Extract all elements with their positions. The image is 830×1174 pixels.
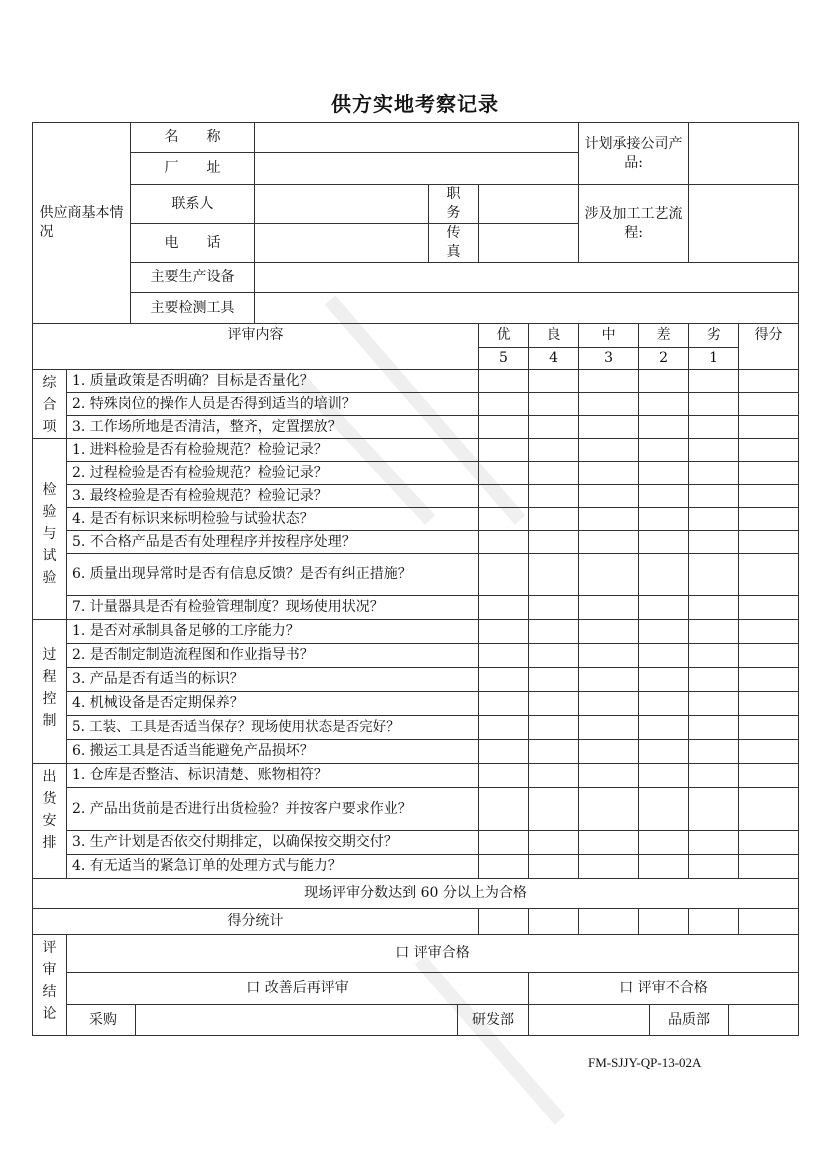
points-2: 2 — [639, 348, 689, 370]
score-cell[interactable] — [639, 554, 689, 596]
score-cell[interactable] — [579, 716, 639, 740]
score-cell[interactable] — [689, 740, 739, 764]
review-item: 1. 质量政策是否明确？目标是否量化？ — [67, 370, 479, 393]
score-cell[interactable] — [739, 531, 799, 554]
review-item: 3. 最终检验是否有检验规范？检验记录？ — [67, 485, 479, 508]
score-cell[interactable] — [689, 596, 739, 620]
score-cell[interactable] — [639, 508, 689, 531]
review-item: 1. 仓库是否整洁、标识清楚、账物相符？ — [67, 764, 479, 788]
score-cell[interactable] — [639, 620, 689, 644]
page-title: 供方实地考察记录 — [331, 92, 499, 116]
review-item: 4. 有无适当的紧急订单的处理方式与能力？ — [67, 855, 479, 879]
score-cell[interactable] — [739, 764, 799, 788]
grade-bad: 劣 — [689, 324, 739, 348]
score-cell[interactable] — [739, 855, 799, 879]
score-cell[interactable] — [529, 462, 579, 485]
score-cell[interactable] — [639, 485, 689, 508]
score-cell[interactable] — [739, 462, 799, 485]
qa-sign-field[interactable] — [728, 1005, 798, 1035]
section-label-process: 过 程 控 制 — [33, 620, 67, 764]
grade-excellent: 优 — [479, 324, 529, 348]
score-cell[interactable] — [579, 692, 639, 716]
score-cell[interactable] — [479, 416, 529, 439]
score-cell[interactable] — [579, 439, 639, 462]
score-cell[interactable] — [479, 668, 529, 692]
position-label: 职 务 — [429, 185, 479, 224]
score-cell[interactable] — [689, 370, 739, 393]
purchase-sign-field[interactable] — [136, 1005, 458, 1035]
inspection-form — [32, 122, 799, 1036]
score-cell[interactable] — [579, 393, 639, 416]
score-cell[interactable] — [479, 740, 529, 764]
section-label-inspection: 检 验 与 试 验 — [33, 439, 67, 620]
review-item: 4. 是否有标识来标明检验与试验状态？ — [67, 508, 479, 531]
score-cell[interactable] — [689, 692, 739, 716]
fax-value[interactable] — [479, 224, 579, 263]
score-cell[interactable] — [529, 508, 579, 531]
score-cell[interactable] — [739, 416, 799, 439]
score-cell[interactable] — [579, 764, 639, 788]
score-cell[interactable] — [479, 554, 529, 596]
score-cell[interactable] — [739, 439, 799, 462]
equipment-value[interactable] — [255, 263, 799, 293]
phone-value[interactable] — [255, 224, 429, 263]
score-cell[interactable] — [639, 596, 689, 620]
purchase-label: 采购 — [67, 1005, 136, 1035]
score-cell[interactable] — [529, 531, 579, 554]
score-cell[interactable] — [739, 831, 799, 855]
grade-medium: 中 — [579, 324, 639, 348]
review-content-label: 评审内容 — [33, 324, 479, 370]
score-cell[interactable] — [639, 788, 689, 831]
phone-label: 电 话 — [131, 224, 255, 263]
score-cell[interactable] — [689, 668, 739, 692]
review-item: 4. 机械设备是否定期保养？ — [67, 692, 479, 716]
score-cell[interactable] — [529, 764, 579, 788]
score-total-cell[interactable] — [579, 909, 639, 935]
pass-note: 现场评审分数达到 60 分以上为合格 — [33, 879, 799, 909]
score-label: 得分 — [739, 324, 799, 370]
score-cell[interactable] — [579, 485, 639, 508]
conclusion-label: 评 审 结 论 — [33, 935, 67, 1036]
review-item: 2. 特殊岗位的操作人员是否得到适当的培训？ — [67, 393, 479, 416]
plan-product-value[interactable] — [689, 123, 799, 185]
score-cell[interactable] — [579, 462, 639, 485]
score-cell[interactable] — [529, 620, 579, 644]
score-cell[interactable] — [689, 620, 739, 644]
score-cell[interactable] — [529, 416, 579, 439]
grade-good: 良 — [529, 324, 579, 348]
review-item: 2. 产品出货前是否进行出货检验？并按客户要求作业？ — [67, 788, 479, 831]
process-value[interactable] — [689, 185, 799, 263]
score-cell[interactable] — [739, 740, 799, 764]
score-cell[interactable] — [479, 831, 529, 855]
address-label: 厂 址 — [131, 153, 255, 185]
score-cell[interactable] — [529, 644, 579, 668]
score-cell[interactable] — [579, 668, 639, 692]
score-cell[interactable] — [639, 831, 689, 855]
score-cell[interactable] — [739, 620, 799, 644]
score-cell[interactable] — [689, 644, 739, 668]
score-cell[interactable] — [579, 554, 639, 596]
score-cell[interactable] — [739, 485, 799, 508]
qa-label: 品质部 — [668, 1012, 710, 1028]
score-cell[interactable] — [529, 831, 579, 855]
review-item: 5. 工装、工具是否适当保存？现场使用状态是否完好？ — [67, 716, 479, 740]
review-item: 7. 计量器具是否有检验管理制度？现场使用状况？ — [67, 596, 479, 620]
review-item: 6. 质量出现异常时是否有信息反馈？是否有纠正措施？ — [67, 554, 479, 596]
score-cell[interactable] — [579, 855, 639, 879]
score-cell[interactable] — [689, 788, 739, 831]
rnd-sign-field[interactable] — [529, 1005, 650, 1035]
score-cell[interactable] — [689, 439, 739, 462]
name-label: 名 称 — [131, 123, 255, 153]
review-item: 2. 是否制定制造流程图和作业指导书？ — [67, 644, 479, 668]
review-item: 1. 进料检验是否有检验规范？检验记录？ — [67, 439, 479, 462]
score-cell[interactable] — [479, 716, 529, 740]
score-cell[interactable] — [529, 788, 579, 831]
conclusion-fail-option[interactable]: 口 评审不合格 — [529, 973, 799, 1005]
score-total-cell[interactable] — [529, 909, 579, 935]
score-cell[interactable] — [639, 370, 689, 393]
score-cell[interactable] — [739, 692, 799, 716]
score-cell[interactable] — [529, 855, 579, 879]
score-cell[interactable] — [479, 393, 529, 416]
score-cell[interactable] — [529, 716, 579, 740]
score-cell[interactable] — [529, 393, 579, 416]
score-total-cell[interactable] — [739, 909, 799, 935]
score-cell[interactable] — [739, 554, 799, 596]
score-cell[interactable] — [739, 644, 799, 668]
score-cell[interactable] — [529, 439, 579, 462]
review-item: 2. 过程检验是否有检验规范？检验记录？ — [67, 462, 479, 485]
points-3: 3 — [579, 348, 639, 370]
inspection-tools-label: 主要检测工具 — [131, 293, 255, 324]
score-total-cell[interactable] — [479, 909, 529, 935]
score-cell[interactable] — [689, 508, 739, 531]
score-cell[interactable] — [639, 692, 689, 716]
score-cell[interactable] — [579, 508, 639, 531]
score-cell[interactable] — [579, 531, 639, 554]
section-label-general: 综 合 项 — [33, 370, 67, 439]
name-value[interactable] — [255, 123, 579, 153]
score-cell[interactable] — [579, 740, 639, 764]
conclusion-improve-option[interactable]: 口 改善后再评审 — [67, 973, 529, 1005]
score-cell[interactable] — [479, 855, 529, 879]
score-total-cell[interactable] — [689, 909, 739, 935]
contact-label: 联系人 — [131, 185, 255, 224]
review-item: 3. 产品是否有适当的标识？ — [67, 668, 479, 692]
points-5: 5 — [479, 348, 529, 370]
process-label: 涉及加工工艺流程: — [579, 185, 689, 263]
score-cell[interactable] — [739, 370, 799, 393]
score-cell[interactable] — [639, 531, 689, 554]
points-4: 4 — [529, 348, 579, 370]
fax-label: 传 真 — [429, 224, 479, 263]
score-cell[interactable] — [689, 855, 739, 879]
score-cell[interactable] — [689, 531, 739, 554]
score-cell[interactable] — [579, 788, 639, 831]
score-total-cell[interactable] — [639, 909, 689, 935]
review-item: 1. 是否对承制具备足够的工序能力？ — [67, 620, 479, 644]
score-cell[interactable] — [529, 554, 579, 596]
score-cell[interactable] — [479, 692, 529, 716]
score-cell[interactable] — [739, 596, 799, 620]
score-cell[interactable] — [579, 596, 639, 620]
conclusion-pass-option[interactable]: 口 评审合格 — [67, 935, 799, 973]
score-cell[interactable] — [689, 416, 739, 439]
score-cell[interactable] — [639, 416, 689, 439]
score-cell[interactable] — [639, 740, 689, 764]
position-value[interactable] — [479, 185, 579, 224]
score-cell[interactable] — [739, 668, 799, 692]
score-cell[interactable] — [689, 716, 739, 740]
score-cell[interactable] — [579, 831, 639, 855]
rnd-label: 研发部 — [472, 1012, 514, 1028]
review-item: 5. 不合格产品是否有处理程序并按程序处理？ — [67, 531, 479, 554]
review-item: 6. 搬运工具是否适当能避免产品损坏？ — [67, 740, 479, 764]
score-cell[interactable] — [689, 831, 739, 855]
score-cell[interactable] — [639, 716, 689, 740]
score-cell[interactable] — [479, 439, 529, 462]
address-value[interactable] — [255, 153, 579, 185]
score-cell[interactable] — [639, 393, 689, 416]
equipment-label: 主要生产设备 — [131, 263, 255, 293]
score-cell[interactable] — [689, 764, 739, 788]
plan-product-label: 计划承接公司产品: — [579, 123, 689, 185]
score-cell[interactable] — [739, 788, 799, 831]
score-cell[interactable] — [479, 508, 529, 531]
score-cell[interactable] — [639, 855, 689, 879]
review-item: 3. 工作场所地是否清洁，整齐，定置摆放？ — [67, 416, 479, 439]
score-cell[interactable] — [579, 620, 639, 644]
score-cell[interactable] — [579, 370, 639, 393]
score-cell[interactable] — [529, 596, 579, 620]
score-cell[interactable] — [479, 531, 529, 554]
score-cell[interactable] — [529, 740, 579, 764]
score-cell[interactable] — [529, 485, 579, 508]
score-cell[interactable] — [479, 788, 529, 831]
score-cell[interactable] — [639, 668, 689, 692]
signature-purchase-area — [67, 1005, 529, 1036]
section-label-shipping: 出 货 安 排 — [33, 764, 67, 879]
score-cell[interactable] — [639, 644, 689, 668]
score-cell[interactable] — [479, 644, 529, 668]
score-cell[interactable] — [639, 764, 689, 788]
score-cell[interactable] — [639, 462, 689, 485]
score-cell[interactable] — [739, 393, 799, 416]
contact-value[interactable] — [255, 185, 429, 224]
score-cell[interactable] — [479, 462, 529, 485]
grade-poor: 差 — [639, 324, 689, 348]
score-cell[interactable] — [739, 508, 799, 531]
score-cell[interactable] — [739, 716, 799, 740]
score-cell[interactable] — [479, 764, 529, 788]
score-cell[interactable] — [529, 370, 579, 393]
score-cell[interactable] — [579, 416, 639, 439]
form-code: FM-SJJY-QP-13-02A — [588, 1055, 702, 1070]
signature-qa-area — [529, 1005, 799, 1036]
score-cell[interactable] — [529, 692, 579, 716]
score-cell[interactable] — [479, 596, 529, 620]
score-cell[interactable] — [579, 644, 639, 668]
score-cell[interactable] — [689, 462, 739, 485]
score-cell[interactable] — [689, 485, 739, 508]
score-total-label: 得分统计 — [33, 909, 479, 935]
inspection-tools-value[interactable] — [255, 293, 799, 324]
score-cell[interactable] — [529, 668, 579, 692]
score-cell[interactable] — [639, 439, 689, 462]
score-cell[interactable] — [689, 393, 739, 416]
score-cell[interactable] — [689, 554, 739, 596]
review-item: 3. 生产计划是否依交付期排定，以确保按交期交付？ — [67, 831, 479, 855]
points-1: 1 — [689, 348, 739, 370]
score-cell[interactable] — [479, 485, 529, 508]
score-cell[interactable] — [479, 370, 529, 393]
supplier-basic-label: 供应商基本情况 — [33, 123, 131, 324]
score-cell[interactable] — [479, 620, 529, 644]
